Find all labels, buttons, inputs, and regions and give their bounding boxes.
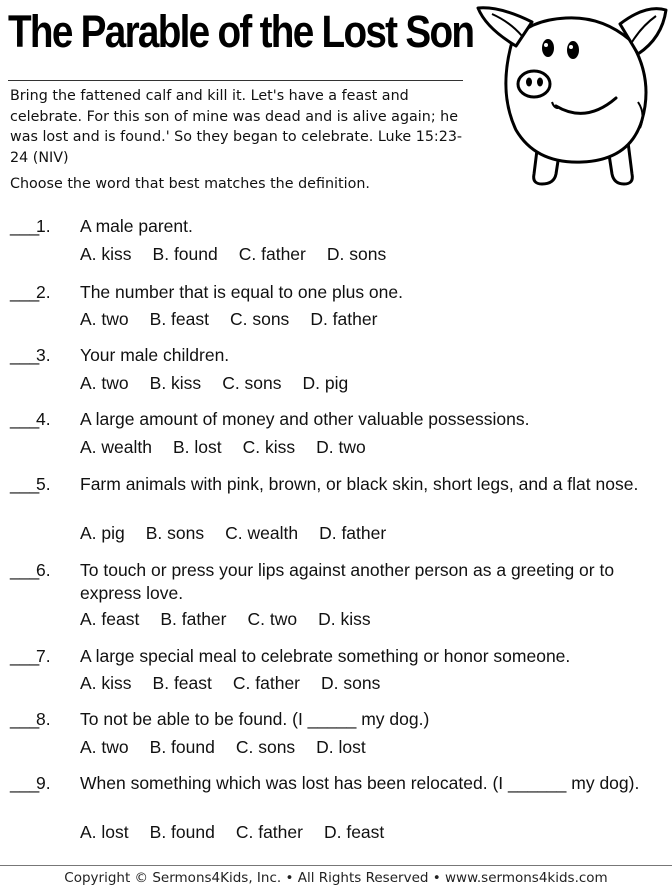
choice-b: B. found [149, 737, 215, 757]
choice-d: D. father [319, 523, 387, 543]
question-definition: A large special meal to celebrate something or honor someone. [80, 646, 571, 666]
title-divider [8, 80, 463, 81]
choice-b: B. sons [145, 523, 205, 543]
choice-b: B. kiss [149, 373, 202, 393]
question-number: 8. [36, 709, 51, 729]
question-number: 4. [36, 409, 51, 429]
choice-list [80, 608, 392, 631]
question-definition: When something which was lost has been relocated. (I ______ my dog). [80, 773, 640, 793]
choice-a: A. two [80, 309, 129, 329]
question-number: 7. [36, 646, 51, 666]
choice-a: A. two [80, 737, 129, 757]
choice-c: C. wealth [225, 523, 299, 543]
choice-b: B. feast [152, 673, 212, 693]
footer-copyright: Copyright © Sermons4Kids, Inc. • All Rights Reserved • www.sermons4kids.com [64, 870, 608, 886]
choice-d: D. lost [316, 737, 366, 757]
answer-blank[interactable]: ___ [10, 773, 40, 793]
question-number: 9. [36, 773, 51, 793]
choice-b: B. found [152, 244, 218, 264]
choice-list [80, 372, 369, 395]
question-definition: The number that is equal to one plus one. [80, 282, 403, 302]
choice-b: B. lost [172, 437, 222, 457]
question-definition: A male parent. [80, 216, 193, 236]
choice-list [80, 672, 401, 695]
question-definition: To touch or press your lips against another person as a greeting or to express love. [80, 560, 615, 603]
choice-d: D. kiss [318, 609, 371, 629]
question-number: 1. [36, 216, 51, 236]
answer-blank[interactable]: ___ [10, 216, 40, 236]
choice-list [80, 436, 387, 459]
answer-blank[interactable]: ___ [10, 282, 40, 302]
page-title: The Parable of the Lost Son [8, 6, 474, 57]
choice-d: D. father [310, 309, 378, 329]
answer-blank[interactable]: ___ [10, 474, 40, 494]
question-number: 3. [36, 345, 51, 365]
choice-c: C. two [247, 609, 298, 629]
choice-a: A. wealth [80, 437, 152, 457]
choice-a: A. feast [80, 609, 140, 629]
question-definition: A large amount of money and other valuable possessions. [80, 409, 530, 429]
choice-d: D. two [316, 437, 366, 457]
question-number: 5. [36, 474, 51, 494]
choice-a: A. pig [80, 523, 125, 543]
choice-c: C. sons [222, 373, 282, 393]
choice-list [80, 736, 387, 759]
scripture-verse: Bring the fattened calf and kill it. Let's have a feast and celebrate. For this son of mine was dead and is alive again; he was lost and is found.' So they began to celebrate. Luke 15:23-24 (NIV) [10, 88, 463, 166]
choice-c: C. father [232, 673, 301, 693]
choice-list [80, 308, 398, 331]
choice-a: A. kiss [80, 673, 132, 693]
choice-c: C. father [235, 822, 303, 842]
question-number: 2. [36, 282, 51, 302]
choice-d: D. sons [321, 673, 381, 693]
choice-list [80, 243, 407, 266]
question-definition: To not be able to be found. (I _____ my dog.) [80, 709, 430, 729]
answer-blank[interactable]: ___ [10, 646, 40, 666]
question-definition: Your male children. [80, 345, 230, 365]
choice-c: C. sons [235, 737, 296, 757]
footer-divider [0, 865, 672, 866]
question-number: 6. [36, 560, 51, 580]
choice-c: C. kiss [242, 437, 296, 457]
choice-a: A. kiss [80, 244, 132, 264]
choice-list [80, 522, 407, 545]
answer-blank[interactable]: ___ [10, 345, 40, 365]
pig-icon [470, 2, 670, 190]
answer-blank[interactable]: ___ [10, 560, 40, 580]
choice-d: D. sons [326, 244, 387, 264]
instructions: Choose the word that best matches the definition. [10, 176, 370, 192]
choice-list [80, 821, 405, 844]
choice-a: A. two [80, 373, 129, 393]
choice-b: B. father [160, 609, 227, 629]
choice-d: D. feast [323, 822, 385, 842]
answer-blank[interactable]: ___ [10, 709, 40, 729]
choice-a: A. lost [80, 822, 129, 842]
question-definition: Farm animals with pink, brown, or black skin, short legs, and a flat nose. [80, 474, 639, 494]
choice-c: C. sons [229, 309, 290, 329]
choice-b: B. feast [149, 309, 209, 329]
answer-blank[interactable]: ___ [10, 409, 40, 429]
choice-b: B. found [149, 822, 215, 842]
choice-d: D. pig [302, 373, 349, 393]
choice-c: C. father [238, 244, 306, 264]
